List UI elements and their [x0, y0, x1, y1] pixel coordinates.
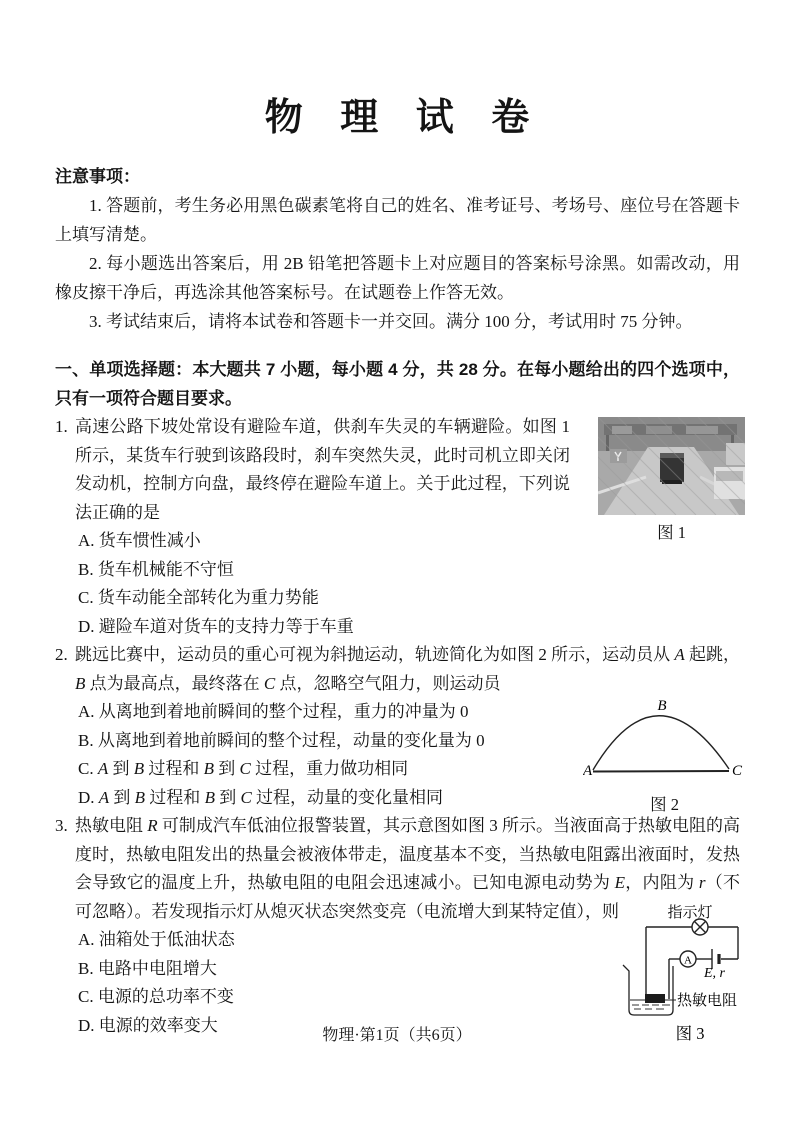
question-3-option-c: C. 电源的总功率不变	[78, 987, 234, 1006]
question-3-option-b: B. 电路中电阻增大	[78, 958, 217, 978]
page-title: 物 理 试 卷	[264, 97, 544, 139]
point-a-label: A	[583, 763, 593, 777]
beaker-outline	[623, 965, 673, 1015]
figure-2-caption: 图 2	[650, 794, 679, 814]
question-1-option-b: B. 货车机械能不守恒	[78, 559, 234, 579]
section-heading: 一、单项选择题：本大题共 7 小题，每小题 4 分，共 28 分。在每小题给出的四个选项中，只有一项符合题目要求。	[55, 360, 740, 408]
figure-1	[598, 417, 745, 543]
notice-item-3: 3. 考试结束后，请将本试卷和答题卡一并交回。满分 100 分，考试用时 75 分钟。	[89, 312, 693, 331]
question-2-option-a: A. 从离地到着地前瞬间的整个过程，重力的冲量为 0	[78, 702, 469, 721]
thermistor-label: 热敏电阻	[677, 993, 738, 1009]
escape-ramp-photo-art	[598, 417, 745, 515]
circuit-diagram	[620, 903, 748, 1045]
question-3	[55, 812, 741, 1043]
question-list	[55, 413, 743, 1043]
question-2	[55, 641, 743, 814]
question-1-number: 1.	[55, 417, 68, 436]
question-1-option-c: C. 货车动能全部转化为重力势能	[78, 588, 319, 607]
page-footer: 物理·第1页（共6页）	[322, 1027, 472, 1044]
question-2-stem: 跳远比赛中，运动员的重心可视为斜抛运动，轨迹简化为如图 2 所示，运动员从 A 起跳，B 点为最高点，最终落在 C 点，忽略空气阻力，则运动员	[75, 645, 741, 693]
question-1-option-d: D. 避险车道对货车的支持力等于车重	[78, 616, 354, 636]
page-content	[0, 162, 794, 1043]
question-3-option-d: D. 电源的效率变大	[78, 1015, 218, 1035]
question-1-stem: 高速公路下坡处常设有避险车道，供刹车失灵的车辆避险。如图 1 所示，某货车行驶到该路段时，刹车突然失灵，此时司机立即关闭发动机，控制方向盘，最终停在避险车道上。关于此过程，下列说法正确的是	[75, 417, 570, 522]
question-3-number: 3.	[55, 816, 68, 835]
question-2-option-d: D. A 到 B 过程和 B 到 C 过程，动量的变化量相同	[78, 787, 444, 807]
ground-line	[593, 771, 729, 772]
question-2-option-c: C. A 到 B 过程和 B 到 C 过程，重力做功相同	[78, 759, 409, 778]
notice-item-2: 2. 每小题选出答案后，用 2B 铅笔把答题卡上对应题目的答案标号涂黑。如需改动，用橡皮擦干净后，再选涂其他答案标号。在试题卷上作答无效。	[55, 254, 740, 302]
figure-3-caption: 图 3	[675, 1024, 705, 1043]
figure-2	[583, 692, 746, 815]
escape-ramp-photo	[598, 417, 745, 515]
indicator-lamp-icon	[692, 919, 708, 935]
ammeter-label: A	[684, 954, 692, 967]
question-2-number: 2.	[55, 645, 68, 664]
thermistor-icon	[645, 994, 665, 1003]
point-b-label: B	[657, 698, 667, 714]
question-3-stem: 热敏电阻 R 可制成汽车低油位报警装置，其示意图如图 3 所示。当液面高于热敏电阻的高度时，热敏电阻发出的热量会被液体带走，温度基本不变，当热敏电阻露出液面时，发热会导致它的温度上升，热敏电阻的电阻会迅速减小。已知电源电动势为 E，内阻为 r（不可忽略）。若发现指示灯从熄灭状态突然变亮（电流增大到某特定值），则	[75, 816, 741, 921]
circuit-wires	[646, 927, 738, 999]
question-1-option-a: A. 货车惯性减小	[78, 531, 201, 550]
notice-section	[55, 162, 740, 336]
question-1	[55, 413, 740, 641]
figure-1-caption: 图 1	[657, 523, 686, 542]
question-2-option-b: B. 从离地到着地前瞬间的整个过程，动量的变化量为 0	[78, 730, 485, 750]
question-3-option-a: A. 油箱处于低油状态	[78, 930, 235, 949]
notice-item-1: 1. 答题前，考生务必用黑色碳素笔将自己的姓名、准考证号、考场号、座位号在答题卡上填写清楚。	[55, 196, 740, 244]
indicator-lamp-label: 指示灯	[667, 905, 713, 921]
trajectory-diagram	[583, 692, 746, 777]
notice-heading: 注意事项：	[55, 167, 140, 186]
ammeter-icon	[680, 951, 696, 967]
point-c-label: C	[732, 763, 743, 777]
liquid-dashes	[632, 1005, 670, 1009]
battery-emf-label: E, r	[704, 966, 725, 981]
trajectory-arc	[593, 716, 729, 770]
